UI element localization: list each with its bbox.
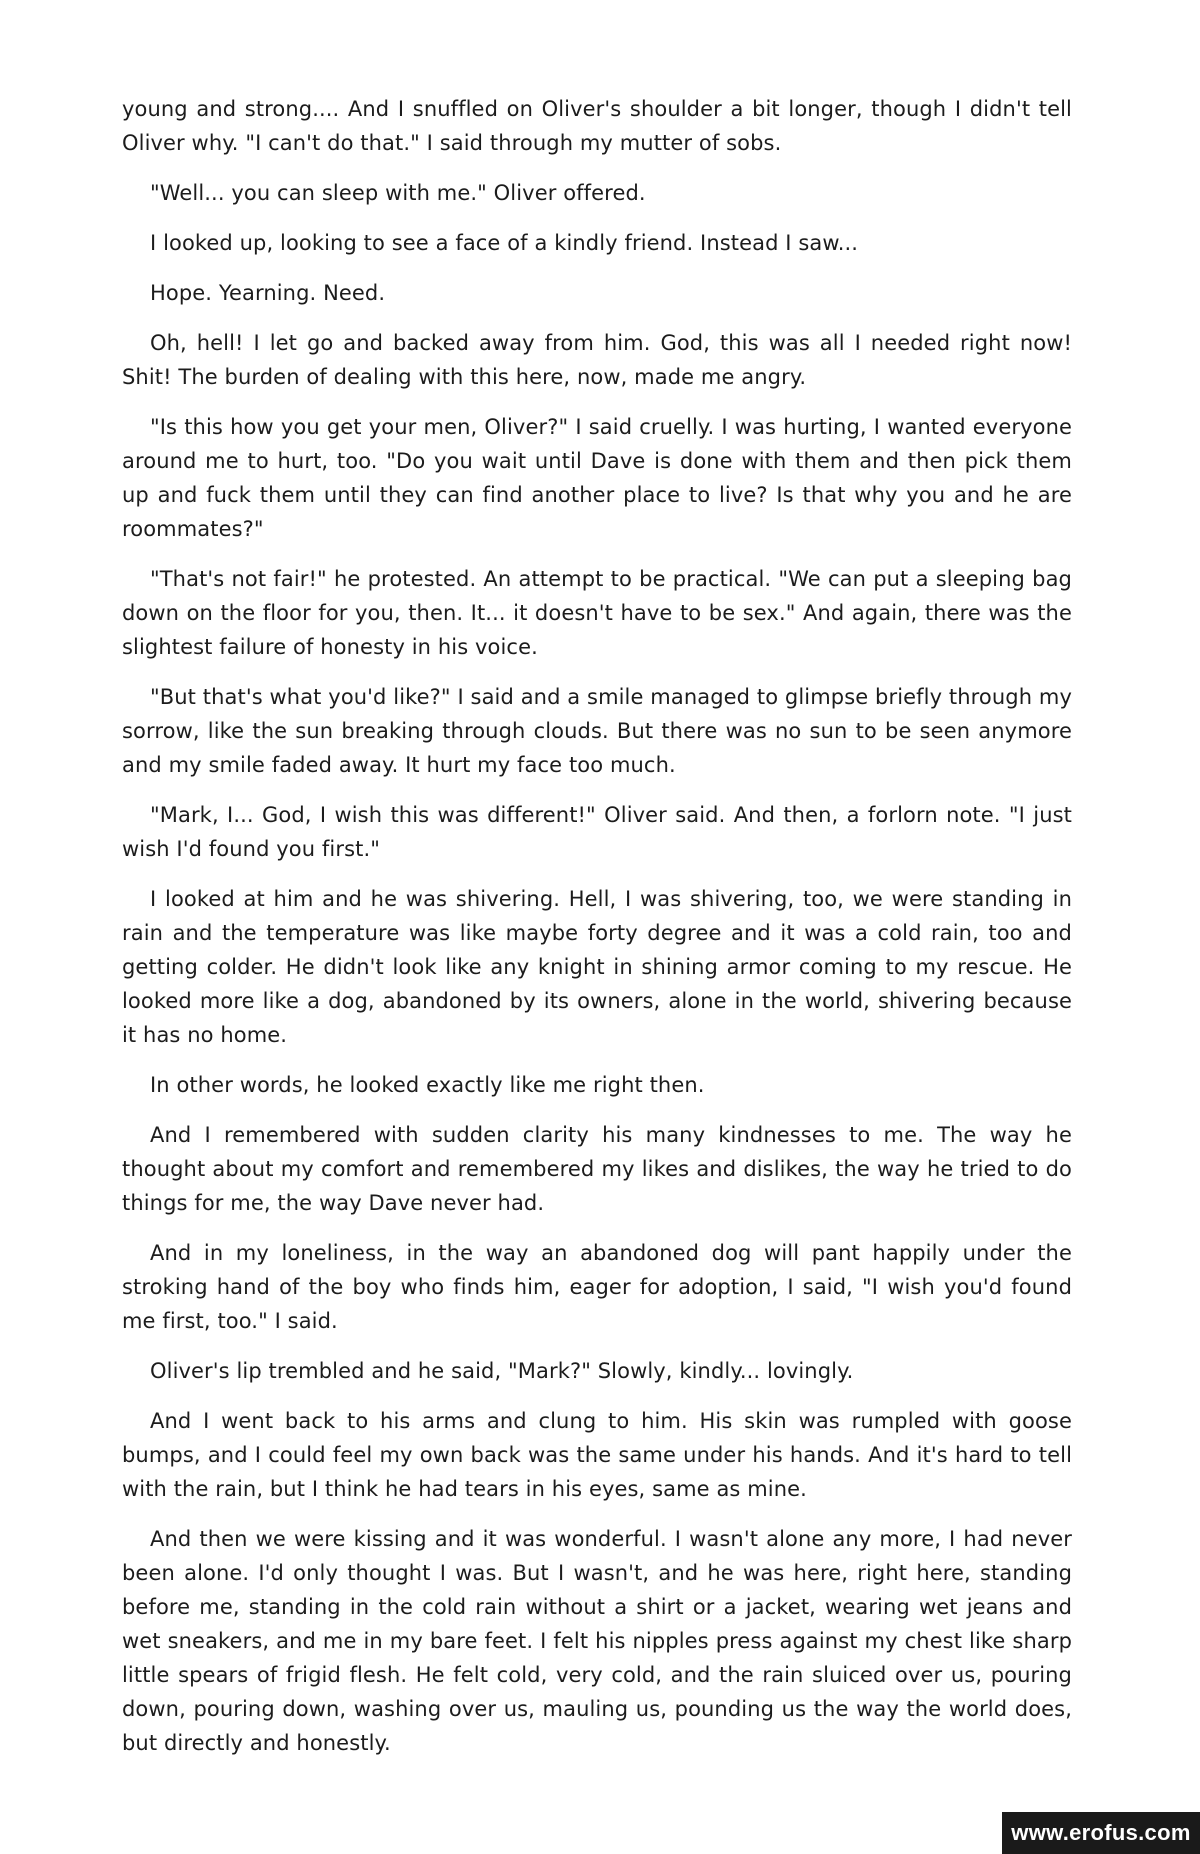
book-page <box>122 92 1072 1776</box>
paragraph: And I remembered with sudden clarity his many kindnesses to me. The way he thought about my comfort and remembered my likes and dislikes, the way he tried to do things for me, the way Dave never had. <box>122 1123 1072 1215</box>
watermark-badge: www.erofus.com <box>1002 1812 1200 1854</box>
paragraph: Oh, hell! I let go and backed away from him. God, this was all I needed right now! Shit! The burden of dealing with this here, now, made me angry. <box>122 331 1072 389</box>
paragraph: And then we were kissing and it was wonderful. I wasn't alone any more, I had never been alone. I'd only thought I was. But I wasn't, and he was here, right here, standing before me, standing in the cold rain without a shirt or a jacket, wearing wet jeans and wet sneakers, and me in my bare feet. I felt his nipples press against my chest like sharp little spears of frigid flesh. He felt cold, very cold, and the rain sluiced over us, pouring down, pouring down, washing over us, mauling us, pounding us the way the world does, but directly and honestly. <box>122 1527 1072 1755</box>
paragraph: Oliver's lip trembled and he said, "Mark?" Slowly, kindly... lovingly. <box>150 1359 854 1383</box>
paragraph: "That's not fair!" he protested. An attempt to be practical. "We can put a sleeping bag down on the floor for you, then. It... it doesn't have to be sex." And again, there was the slightest failure of honesty in his voice. <box>122 567 1072 659</box>
paragraph: In other words, he looked exactly like me right then. <box>150 1073 705 1097</box>
paragraph: "But that's what you'd like?" I said and a smile managed to glimpse briefly through my sorrow, like the sun breaking through clouds. But there was no sun to be seen anymore and my smile faded away. It hurt my face too much. <box>122 685 1072 777</box>
paragraph: "Is this how you get your men, Oliver?" I said cruelly. I was hurting, I wanted everyone around me to hurt, too. "Do you wait until Dave is done with them and then pick them up and fuck them until they can find another place to live? Is that why you and he are roommates?" <box>122 415 1072 541</box>
paragraph: And in my loneliness, in the way an abandoned dog will pant happily under the stroking hand of the boy who finds him, eager for adoption, I said, "I wish you'd found me first, too." I said. <box>122 1241 1072 1333</box>
paragraph-continuation: young and strong.... And I snuffled on Oliver's shoulder a bit longer, though I didn't tell Oliver why. "I can't do that." I said through my mutter of sobs. <box>122 97 1072 155</box>
paragraph: And I went back to his arms and clung to him. His skin was rumpled with goose bumps, and I could feel my own back was the same under his hands. And it's hard to tell with the rain, but I think he had tears in his eyes, same as mine. <box>122 1409 1072 1501</box>
paragraph: I looked up, looking to see a face of a kindly friend. Instead I saw... <box>150 231 859 255</box>
paragraph: "Well... you can sleep with me." Oliver offered. <box>150 181 646 205</box>
paragraph: "Mark, I... God, I wish this was different!" Oliver said. And then, a forlorn note. "I just wish I'd found you first." <box>122 803 1072 861</box>
paragraph: Hope. Yearning. Need. <box>150 281 386 305</box>
paragraph: I looked at him and he was shivering. Hell, I was shivering, too, we were standing in rain and the temperature was like maybe forty degree and it was a cold rain, too and getting colder. He didn't look like any knight in shining armor coming to my rescue. He looked more like a dog, abandoned by its owners, alone in the world, shivering because it has no home. <box>122 887 1072 1047</box>
